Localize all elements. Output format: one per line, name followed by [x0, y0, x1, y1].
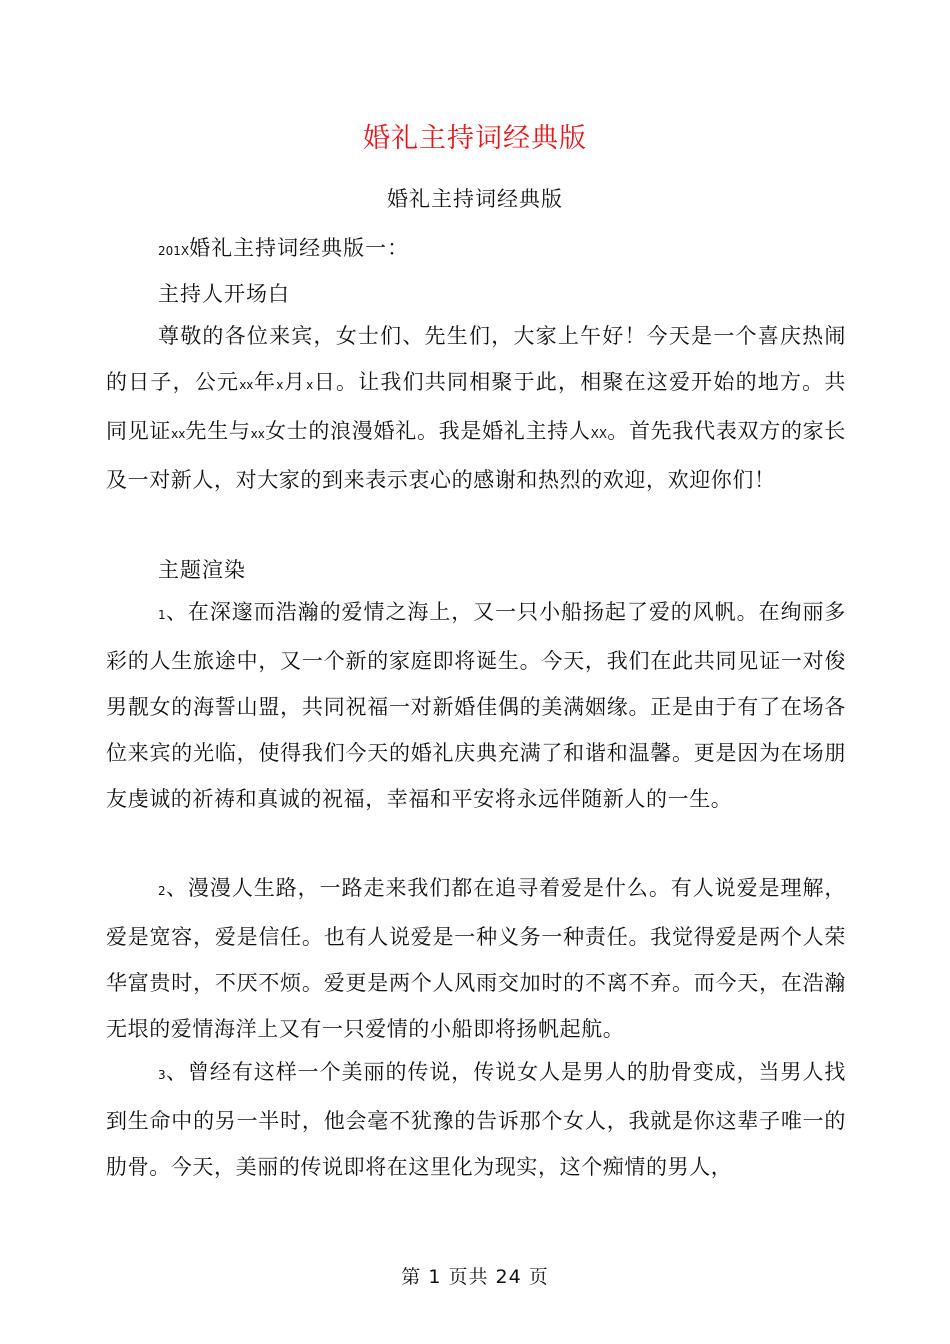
opening-day-placeholder: x — [306, 378, 314, 392]
opening-text-1: 尊敬的各位来宾，女士们、先生们，大家上午好！今天是一个喜庆热闹的日子，公元 — [106, 324, 846, 394]
opening-host-placeholder: XX — [590, 427, 608, 441]
document-title: 婚礼主持词经典版 — [363, 123, 587, 154]
theme-heading: 主题渲染 — [158, 558, 246, 582]
opening-year-placeholder: xx — [239, 378, 254, 392]
opening-paragraph — [106, 313, 846, 503]
theme-item-1 — [106, 589, 846, 822]
opening-text-7: 。首先我代表双方的家长及一对新人，对大家的到来表示衷心的感谢和热烈的欢迎，欢迎你们！ — [106, 419, 846, 492]
theme-item-1-text: 、在深邃而浩瀚的爱情之海上，又一只小船扬起了爱的风帆。在绚丽多彩的人生旅途中，又一个新的家庭即将诞生。今天，我们在此共同见证一对俊男靓女的海誓山盟，共同祝福一对新婚佳偶的美满姻缘。正是由于有了在场各位来宾的光临，使得我们今天的婚礼庆典充满了和谐和温馨。更是因为在场朋友虔诚的祈祷和真诚的祝福，幸福和平安将永远伴随新人的一生。 — [106, 600, 846, 811]
theme-item-3-text: 、曾经有这样一个美丽的传说，传说女人是男人的肋骨变成，当男人找到生命中的另一半时，他会毫不犹豫的告诉那个女人，我就是你这辈子唯一的肋骨。今天，美丽的传说即将在这里化为现实，这个痴情的男人， — [106, 1060, 846, 1179]
opening-heading: 主持人开场白 — [158, 282, 290, 306]
section-heading-text: 婚礼主持词经典版一： — [189, 236, 410, 260]
theme-item-3 — [106, 1049, 846, 1190]
theme-item-2-text: 、漫漫人生路，一路走来我们都在追寻着爱是什么。有人说爱是理解，爱是宽容，爱是信任。也有人说爱是一种义务一种责任。我觉得爱是两个人荣华富贵时，不厌不烦。爱更是两个人风雨交加时的不离不弃。而今天，在浩瀚无垠的爱情海洋上又有一只爱情的小船即将扬帆起航。 — [106, 876, 846, 1041]
document-subtitle: 婚礼主持词经典版 — [387, 187, 563, 211]
opening-text-5: 先生与 — [185, 419, 251, 443]
opening-text-2: 年 — [253, 370, 277, 394]
section-heading-prefix: 201X — [158, 244, 190, 258]
theme-item-1-number: 1 — [158, 608, 166, 622]
theme-item-2 — [106, 865, 846, 1052]
opening-text-3: 月 — [283, 370, 307, 394]
opening-month-placeholder: x — [276, 378, 284, 392]
theme-item-2-number: 2 — [158, 884, 166, 898]
opening-text-6: 女士的浪漫婚礼。我是婚礼主持人 — [264, 419, 591, 443]
opening-text-4: 日。让我们共同相聚于此，相聚在这爱开始的地方。共同见证 — [106, 370, 846, 443]
opening-groom-placeholder: xx — [171, 427, 186, 441]
opening-bride-placeholder: xx — [250, 427, 265, 441]
theme-item-3-number: 3 — [158, 1068, 166, 1082]
page-footer: 第 1 页共 24 页 — [401, 1266, 549, 1288]
section-heading — [158, 232, 409, 262]
